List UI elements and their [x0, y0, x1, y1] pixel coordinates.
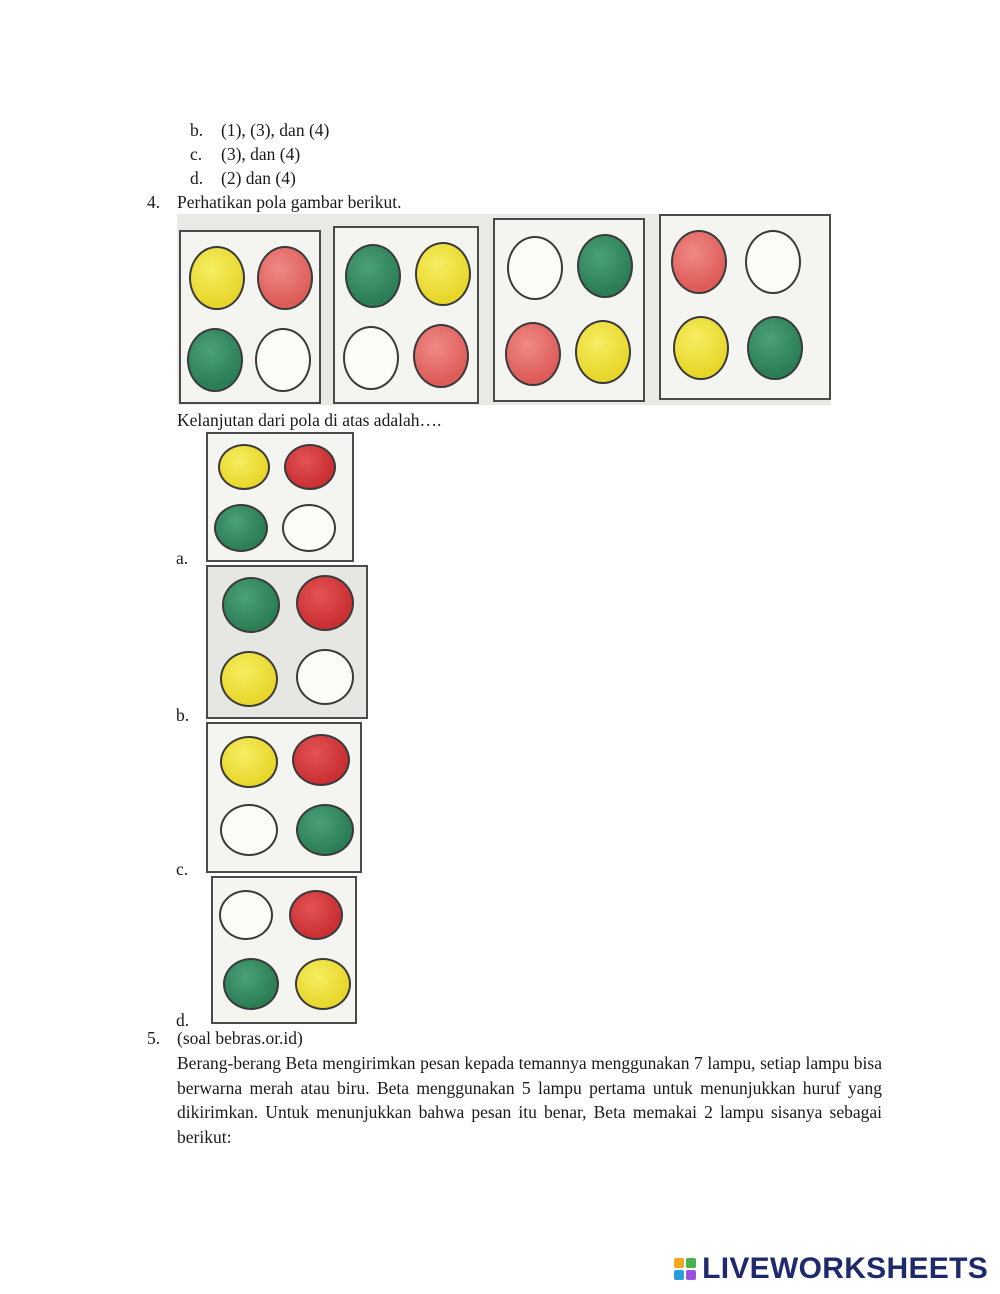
question-number: 4. [147, 192, 161, 212]
option-letter: c. [190, 144, 203, 164]
option-d-image[interactable] [211, 876, 357, 1024]
white-light [220, 804, 278, 856]
white-light [282, 504, 336, 552]
question-prompt: Perhatikan pola gambar berikut. [177, 192, 402, 212]
yellow-light [220, 651, 278, 707]
question-number: 5. [147, 1028, 161, 1048]
green-light [577, 234, 633, 298]
pattern-box-4 [659, 214, 831, 400]
white-light [507, 236, 563, 300]
option-letter-c: c. [176, 859, 189, 879]
option-a-image[interactable] [206, 432, 354, 562]
green-light [747, 316, 803, 380]
logo-text: LIVEWORKSHEETS [702, 1252, 988, 1285]
green-light [187, 328, 243, 392]
red-light [292, 734, 350, 786]
white-light [219, 890, 273, 940]
green-light [345, 244, 401, 308]
green-light [214, 504, 268, 552]
option-letter-b: b. [176, 705, 190, 725]
option-letter-a: a. [176, 548, 189, 568]
question-body: Berang-berang Beta mengirimkan pesan kepada temannya menggunakan 7 lampu, setiap lampu bisa berwarna merah atau biru. Beta menggunakan 5 lampu pertama untuk menunjukkan huruf yang dikirimkan. Untuk menunjukkan bahwa pesan itu benar, Beta memakai 2 lampu sisanya sebagai berikut: [177, 1053, 882, 1147]
red-light [284, 444, 336, 490]
red-light [413, 324, 469, 388]
red-light [296, 575, 354, 631]
green-light [296, 804, 354, 856]
yellow-light [295, 958, 351, 1010]
question-text: Kelanjutan dari pola di atas adalah…. [177, 410, 442, 430]
red-light [671, 230, 727, 294]
option-text: (2) dan (4) [221, 168, 296, 188]
option-letter-d: d. [176, 1010, 190, 1030]
pattern-box-1 [179, 230, 321, 404]
red-light [505, 322, 561, 386]
yellow-light [189, 246, 245, 310]
yellow-light [415, 242, 471, 306]
pattern-box-2 [333, 226, 479, 404]
green-light [222, 577, 280, 633]
red-light [257, 246, 313, 310]
pattern-image [177, 214, 831, 405]
option-letter: d. [190, 168, 204, 188]
logo-icon [674, 1258, 696, 1280]
option-letter: b. [190, 120, 204, 140]
yellow-light [220, 736, 278, 788]
option-text: (3), dan (4) [221, 144, 301, 164]
green-light [223, 958, 279, 1010]
white-light [343, 326, 399, 390]
white-light [255, 328, 311, 392]
option-text: (1), (3), dan (4) [221, 120, 330, 140]
yellow-light [673, 316, 729, 380]
option-b-image[interactable] [206, 565, 368, 719]
white-light [296, 649, 354, 705]
yellow-light [218, 444, 270, 490]
yellow-light [575, 320, 631, 384]
question-source: (soal bebras.or.id) [177, 1028, 303, 1048]
liveworksheets-logo [674, 1252, 988, 1286]
red-light [289, 890, 343, 940]
option-c-image[interactable] [206, 722, 362, 873]
white-light [745, 230, 801, 294]
pattern-box-3 [493, 218, 645, 402]
